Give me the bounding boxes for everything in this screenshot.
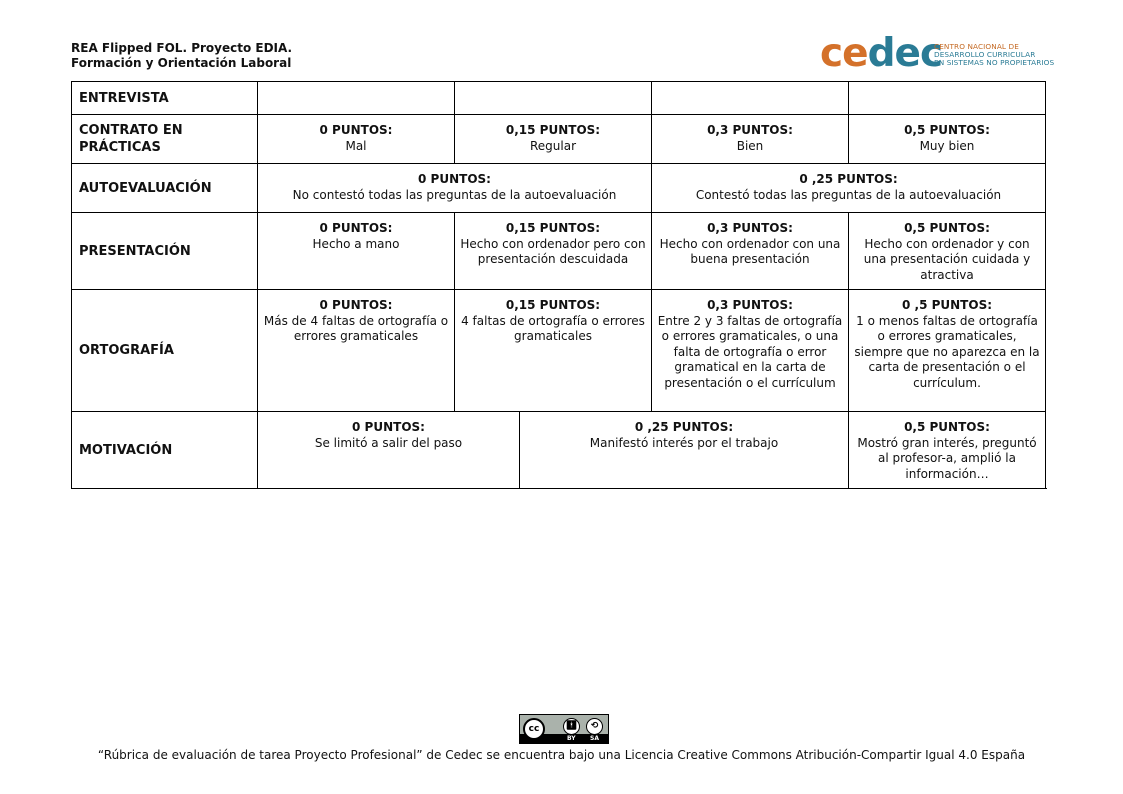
points-label: 0,15 PUNTOS: <box>505 123 601 137</box>
points-label: 0 PUNTOS: <box>319 221 393 235</box>
rubric-cell <box>652 213 849 290</box>
points-label: 0,5 PUNTOS: <box>904 221 990 235</box>
logo-letter: d <box>867 31 895 76</box>
cell-description: Regular <box>529 138 577 153</box>
rubric-cell <box>455 290 652 412</box>
logo-letter: e <box>842 31 868 76</box>
cell-description: Hecho con ordenador pero con presentación descuidada <box>460 236 646 266</box>
criterion-label: PRESENTACIÓN <box>72 213 258 290</box>
rubric-cell <box>849 290 1046 412</box>
logo-letter: e <box>894 31 920 76</box>
cell-description: Bien <box>736 138 764 153</box>
license-text: “Rúbrica de evaluación de tarea Proyecto Profesional” de Cedec se encuentra bajo una Licencia Creative Commons Atribución-Compartir Igual 4.0 España <box>97 748 1026 762</box>
logo-tagline-line: CENTRO NACIONAL DE <box>934 42 1019 51</box>
rubric-cell <box>258 213 455 290</box>
header-subtitle: Formación y Orientación Laboral <box>71 56 292 70</box>
points-label: 0,5 PUNTOS: <box>904 420 990 434</box>
points-label: 0,3 PUNTOS: <box>707 123 793 137</box>
cc-by-label: BY <box>567 735 576 742</box>
cedec-logo-word <box>820 32 942 76</box>
document-header <box>71 41 292 71</box>
cell-description: No contestó todas las preguntas de la autoevaluación <box>292 187 617 202</box>
points-label: 0,15 PUNTOS: <box>505 221 601 235</box>
cell-description: Muy bien <box>919 138 975 153</box>
rubric-cell <box>455 115 652 164</box>
logo-tagline-line: EN SISTEMAS NO PROPIETARIOS <box>934 58 1055 67</box>
points-label: 0 PUNTOS: <box>418 172 491 186</box>
points-label: 0 ,25 PUNTOS: <box>799 172 898 186</box>
rubric-row-motivacion <box>72 412 1046 489</box>
points-label: 0 ,5 PUNTOS: <box>901 298 993 312</box>
points-label: 0 PUNTOS: <box>319 123 393 137</box>
rubric-cell <box>652 82 849 115</box>
rubric-cell <box>849 213 1046 290</box>
rubric-cell <box>849 115 1046 164</box>
rubric-row-entrevista <box>72 82 1046 115</box>
points-label: 0,3 PUNTOS: <box>707 221 793 235</box>
share-alike-icon: ⟲ <box>586 718 603 735</box>
attribution-icon: 🚹︎ <box>563 718 580 735</box>
rubric-cell <box>652 115 849 164</box>
points-label: 0,3 PUNTOS: <box>707 298 793 312</box>
rubric-cell <box>258 290 455 412</box>
logo-tagline-line: DESARROLLO CURRICULAR <box>934 50 1036 59</box>
cedec-logo-tagline <box>934 43 1054 67</box>
logo-letter: c <box>919 31 943 76</box>
points-label: 0 PUNTOS: <box>352 420 425 434</box>
creative-commons-badge[interactable] <box>519 714 609 744</box>
logo-letter: c <box>820 31 843 76</box>
rubric-cell <box>520 412 849 489</box>
rubric-cell <box>258 82 455 115</box>
cell-description: Más de 4 faltas de ortografía o errores gramaticales <box>263 313 449 343</box>
rubric-row-autoevaluacion <box>72 164 1046 213</box>
rubric-cell <box>258 115 455 164</box>
points-label: 0 ,25 PUNTOS: <box>634 420 734 434</box>
cell-description: Hecho a mano <box>312 236 400 251</box>
rubric-cell <box>652 164 1046 213</box>
cell-description: 4 faltas de ortografía o errores gramaticales <box>461 313 645 343</box>
cell-description: Manifestó interés por el trabajo <box>589 435 779 450</box>
points-label: 0,15 PUNTOS: <box>505 298 601 312</box>
cell-description: Mostró gran interés, preguntó al profesor-a, amplió la información… <box>857 435 1037 481</box>
cell-description: Hecho con ordenador con una buena presentación <box>659 236 841 266</box>
points-label: 0 PUNTOS: <box>319 298 393 312</box>
rubric-row-contrato <box>72 115 1046 164</box>
cell-description: Entre 2 y 3 faltas de ortografía o errores gramaticales, o una falta de ortografía o error gramatical en la carta de presentación o el currículum <box>657 313 843 390</box>
rubric-row-presentacion <box>72 213 1046 290</box>
rubric-cell <box>258 164 652 213</box>
cell-description: Se limitó a salir del paso <box>314 435 463 450</box>
criterion-label: ENTREVISTA <box>72 82 258 115</box>
criterion-label: AUTOEVALUACIÓN <box>72 164 258 213</box>
rubric-table <box>71 81 1046 489</box>
rubric-row-ortografia <box>72 290 1046 412</box>
cell-description: Hecho con ordenador y con una presentación cuidada y atractiva <box>863 236 1031 282</box>
criterion-label: MOTIVACIÓN <box>72 412 258 489</box>
rubric-cell <box>849 82 1046 115</box>
header-title: REA Flipped FOL. Proyecto EDIA. <box>71 41 293 55</box>
cedec-logo <box>820 31 1070 78</box>
rubric-cell <box>455 213 652 290</box>
criterion-label: ORTOGRAFÍA <box>72 290 258 412</box>
cell-description: Mal <box>345 138 367 153</box>
rubric-cell <box>849 412 1046 489</box>
cell-description: 1 o menos faltas de ortografía o errores gramaticales, siempre que no aparezca en la carta de presentación o el currículum. <box>854 313 1040 390</box>
points-label: 0,5 PUNTOS: <box>904 123 990 137</box>
rubric-cell <box>652 290 849 412</box>
rubric-cell <box>455 82 652 115</box>
rubric-cell <box>258 412 520 489</box>
cell-description: Contestó todas las preguntas de la autoevaluación <box>695 187 1002 202</box>
criterion-label: CONTRATO EN PRÁCTICAS <box>72 115 258 164</box>
cc-icon: cc <box>523 718 545 740</box>
cc-sa-label: SA <box>590 735 599 742</box>
